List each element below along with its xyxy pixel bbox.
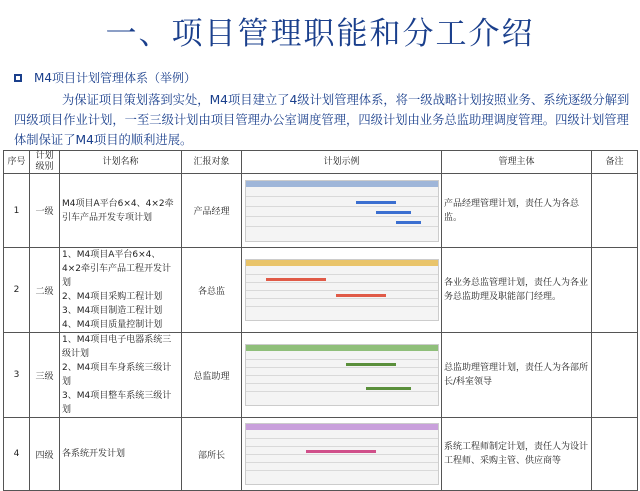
header-note: 备注 (592, 151, 638, 174)
table-header-row (4, 151, 638, 174)
header-owner: 管理主体 (442, 151, 592, 174)
section-heading (14, 69, 196, 86)
table-row (4, 333, 638, 418)
table-row (4, 248, 638, 333)
cell-example (242, 248, 442, 333)
header-no: 序号 (4, 151, 30, 174)
intro-paragraph-text: 为保证项目策划落到实处，M4项目建立了4级计划管理体系，将一级战略计划按照业务、系统逐级分解到四级项目作业计划，一至三级计划由项目管理办公室调度管理，四级计划由业务总监助理调度管理。四级计划管理体制保证了M4项目的顺利进展。 (14, 93, 630, 147)
cell-owner: 产品经理管理计划，责任人为各总监。 (442, 174, 592, 248)
section-heading-text: M4项目计划管理体系（举例） (34, 71, 196, 85)
cell-name: 各系统开发计划 (60, 418, 182, 491)
table-row (4, 174, 638, 248)
cell-level: 一级 (30, 174, 60, 248)
header-example: 计划示例 (242, 151, 442, 174)
square-bullet-icon (14, 74, 22, 82)
cell-report: 总监助理 (182, 333, 242, 418)
cell-note (592, 248, 638, 333)
header-level: 计划级别 (30, 151, 60, 174)
cell-owner: 总监助理管理计划，责任人为各部所长/科室领导 (442, 333, 592, 418)
header-report: 汇报对象 (182, 151, 242, 174)
cell-owner: 系统工程师制定计划，责任人为设计工程师、采购主管、供应商等 (442, 418, 592, 491)
plan-table (3, 150, 638, 491)
cell-example (242, 174, 442, 248)
plan-example-thumbnail (245, 423, 439, 485)
cell-report: 产品经理 (182, 174, 242, 248)
header-name: 计划名称 (60, 151, 182, 174)
cell-name: 1、M4项目电子电器系统三级计划 2、M4项目车身系统三级计划 3、M4项目整车系统三级计划 (60, 333, 182, 418)
cell-level: 四级 (30, 418, 60, 491)
cell-note (592, 333, 638, 418)
intro-paragraph (14, 90, 630, 150)
cell-example (242, 333, 442, 418)
page-title: 一、项目管理职能和分工介绍 (105, 16, 535, 52)
cell-note (592, 174, 638, 248)
cell-no: 2 (4, 248, 30, 333)
cell-no: 1 (4, 174, 30, 248)
cell-level: 三级 (30, 333, 60, 418)
plan-example-thumbnail (245, 344, 439, 406)
cell-no: 3 (4, 333, 30, 418)
plan-example-thumbnail (245, 180, 439, 242)
cell-name: M4项目A平台6×4、4×2牵引车产品开发专项计划 (60, 174, 182, 248)
cell-name: 1、M4项目A平台6×4、4×2牵引车产品工程开发计划 2、M4项目采购工程计划 3、M4项目制造工程计划 4、M4项目质量控制计划 (60, 248, 182, 333)
plan-example-thumbnail (245, 259, 439, 321)
cell-level: 二级 (30, 248, 60, 333)
cell-report: 部所长 (182, 418, 242, 491)
cell-no: 4 (4, 418, 30, 491)
cell-owner: 各业务总监管理计划，责任人为各业务总监助理及职能部门经理。 (442, 248, 592, 333)
cell-report: 各总监 (182, 248, 242, 333)
